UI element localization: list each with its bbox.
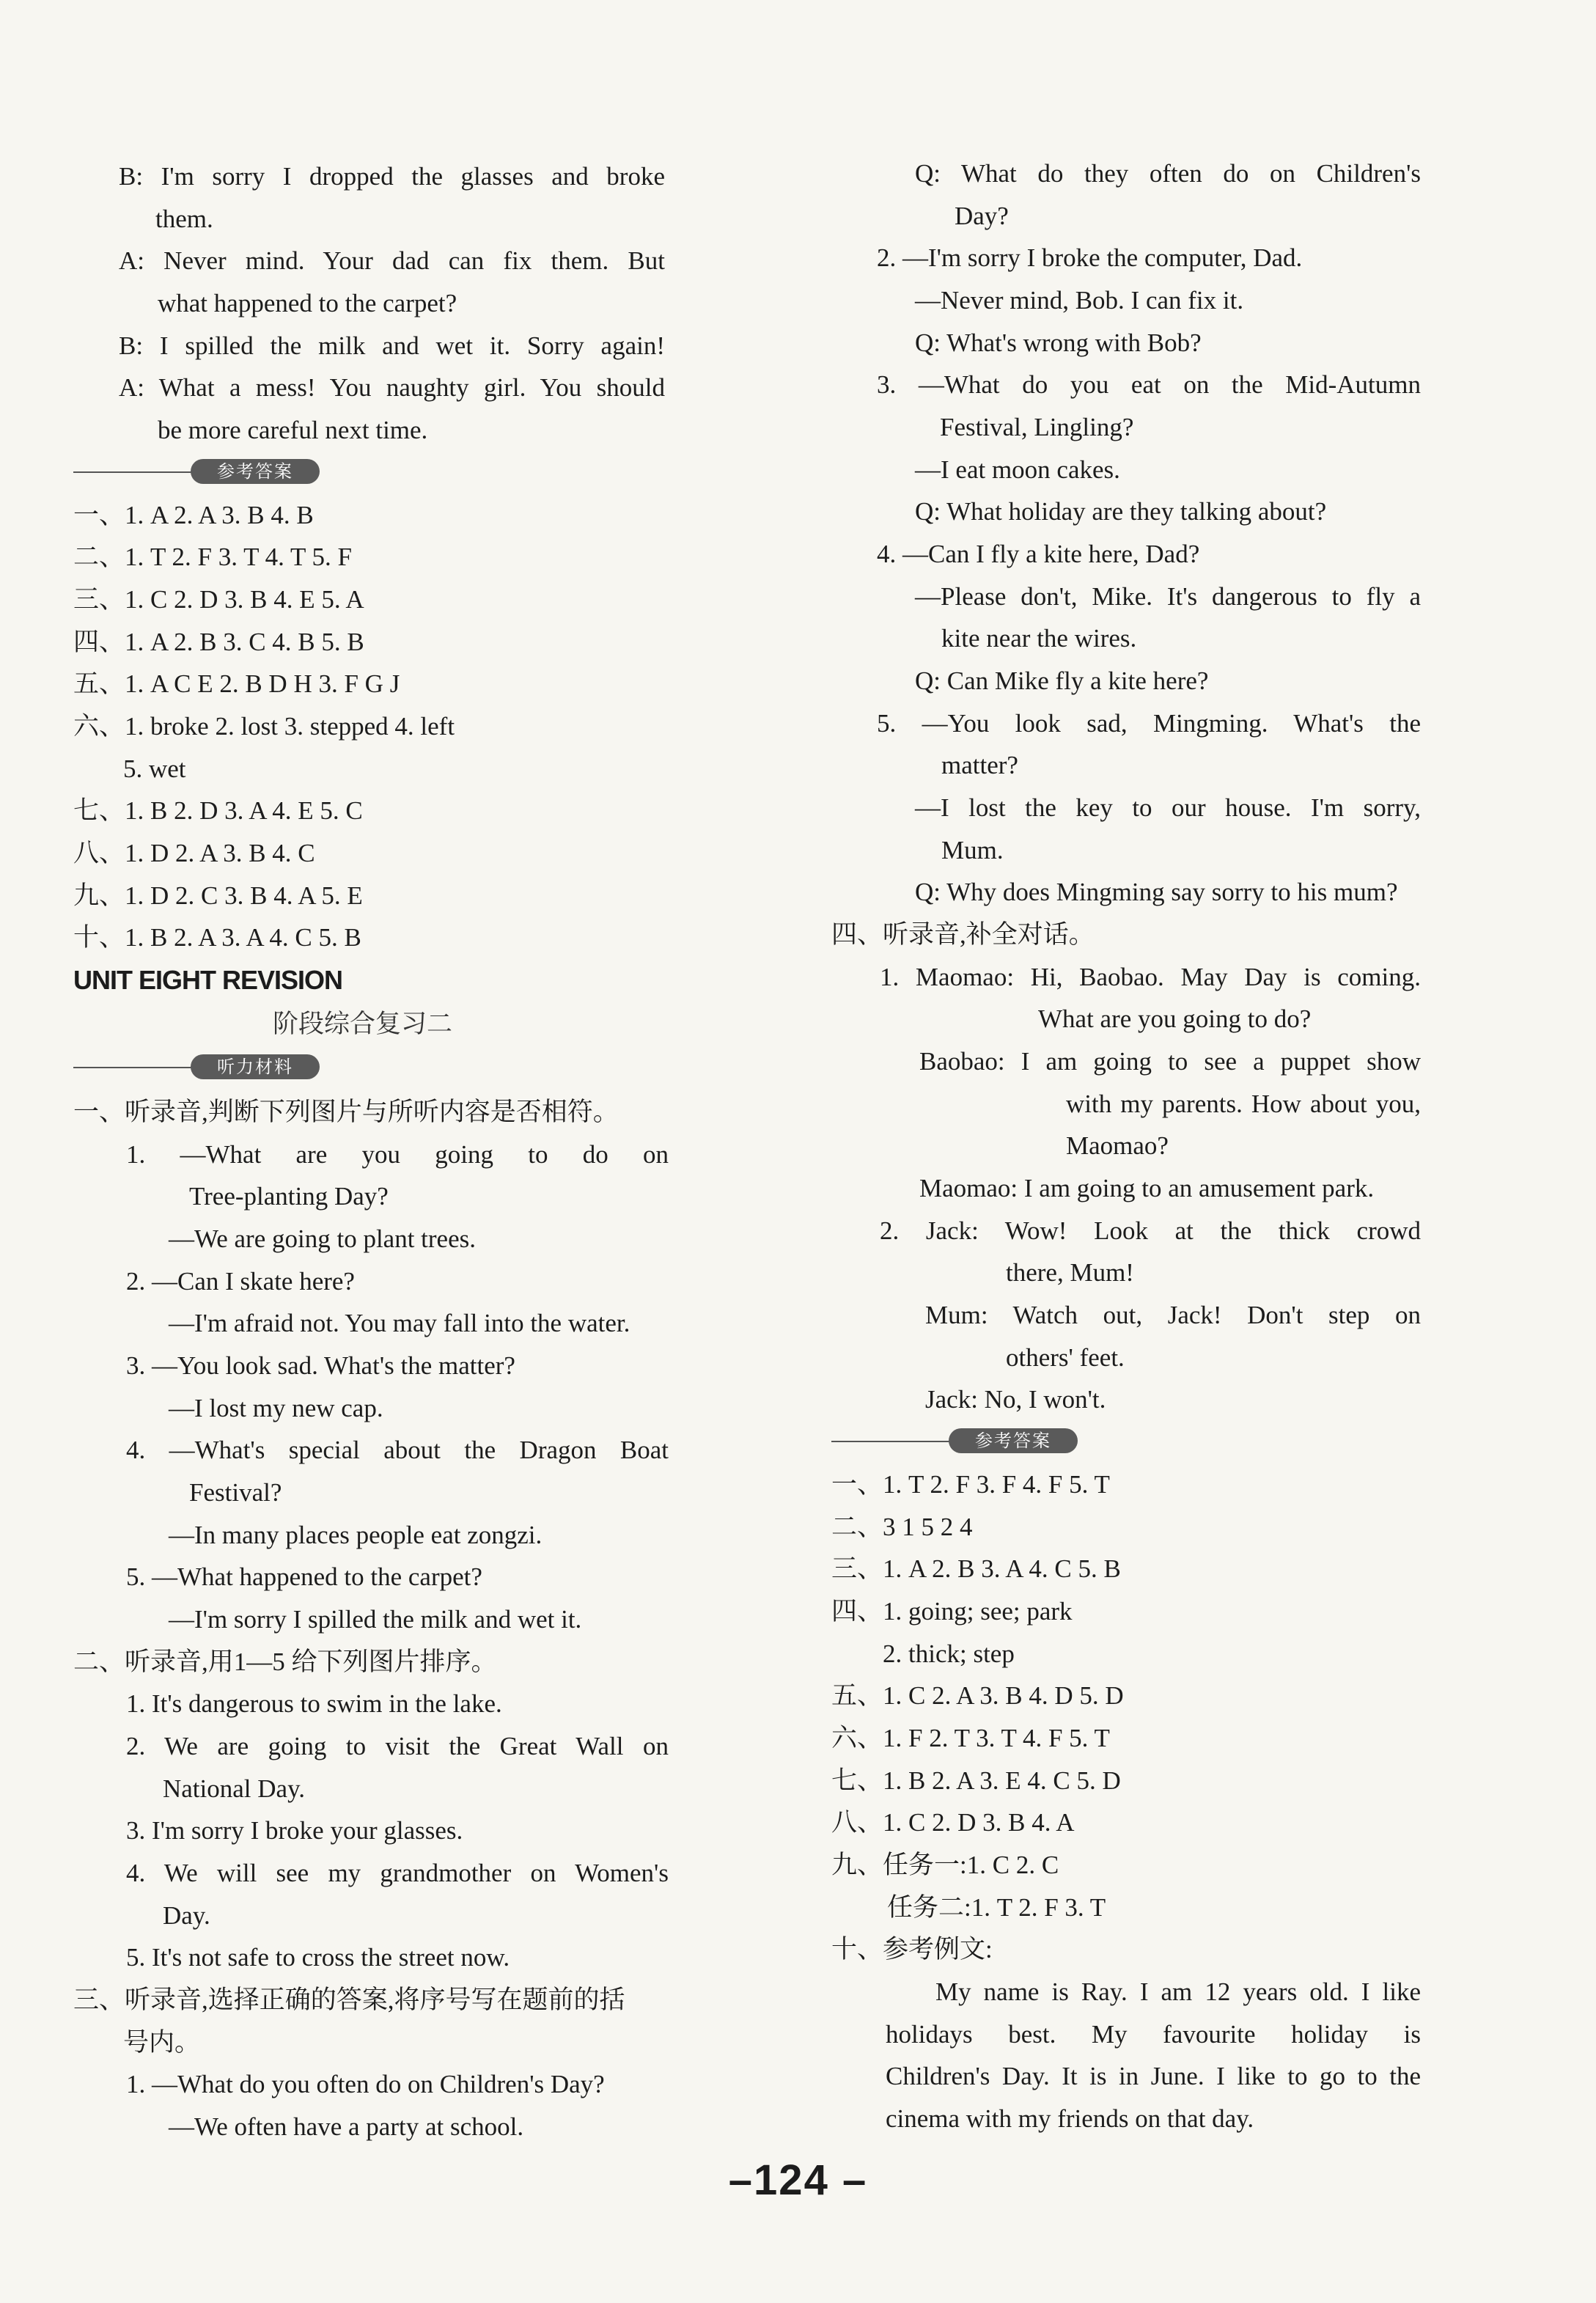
answer-line: 七、1. B 2. A 3. E 4. C 5. D bbox=[831, 1766, 1121, 1795]
listening-line: 三、听录音,选择正确的答案,将序号写在题前的括 bbox=[73, 1986, 625, 2014]
listening-line: 3. —You look sad. What's the matter? bbox=[126, 1351, 515, 1380]
answer-line: 三、1. C 2. D 3. B 4. E 5. A bbox=[73, 585, 364, 614]
dialog-line: B: I'm sorry I dropped the glasses and broke bbox=[119, 162, 665, 191]
listening-line: —We often have a party at school. bbox=[169, 2112, 524, 2141]
listening-line: Festival, Lingling? bbox=[940, 413, 1134, 441]
listening-badge-label: 听力材料 bbox=[191, 1054, 320, 1079]
answer-line: 七、1. B 2. D 3. A 4. E 5. C bbox=[73, 796, 363, 825]
answer-line: 六、1. broke 2. lost 3. stepped 4. left bbox=[73, 712, 455, 741]
answer-line: 一、1. A 2. A 3. B 4. B bbox=[73, 501, 314, 529]
answer-line: 五、1. C 2. A 3. B 4. D 5. D bbox=[831, 1681, 1124, 1710]
listening-line: Maomao? bbox=[1066, 1131, 1169, 1160]
answer-line: 十、参考例文: bbox=[831, 1935, 993, 1964]
listening-line: 1. It's dangerous to swim in the lake. bbox=[126, 1689, 502, 1718]
listening-line: —We are going to plant trees. bbox=[169, 1224, 476, 1253]
listening-line: 3. —What do you eat on the Mid-Autumn bbox=[877, 370, 1421, 399]
listening-line: 3. I'm sorry I broke your glasses. bbox=[126, 1816, 463, 1845]
answers-badge-label: 参考答案 bbox=[191, 459, 320, 484]
listening-line: 2. —Can I skate here? bbox=[126, 1267, 355, 1296]
answers-badge-label: 参考答案 bbox=[949, 1428, 1078, 1453]
listening-line: 2. —I'm sorry I broke the computer, Dad. bbox=[877, 243, 1303, 272]
listening-line: Festival? bbox=[189, 1478, 282, 1507]
listening-line: Day? bbox=[955, 202, 1009, 230]
stage-title: 阶段综合复习二 bbox=[273, 1010, 453, 1039]
answer-line: 十、1. B 2. A 3. A 4. C 5. B bbox=[73, 923, 361, 952]
answer-line: 5. wet bbox=[123, 754, 186, 783]
answer-line: 二、3 1 5 2 4 bbox=[831, 1513, 973, 1541]
answer-line: 2. thick; step bbox=[883, 1639, 1015, 1668]
listening-line: —Please don't, Mike. It's dangerous to fly a bbox=[915, 582, 1421, 611]
answers-badge bbox=[73, 459, 323, 485]
answers-badge bbox=[831, 1428, 1081, 1455]
answer-line: 任务二:1. T 2. F 3. T bbox=[887, 1893, 1106, 1922]
answer-line: 二、1. T 2. F 3. T 4. T 5. F bbox=[73, 543, 352, 571]
answer-line: 八、1. C 2. D 3. B 4. A bbox=[831, 1808, 1075, 1837]
listening-line: Tree-planting Day? bbox=[189, 1182, 389, 1211]
listening-line: Jack: No, I won't. bbox=[925, 1385, 1106, 1414]
listening-line: —In many places people eat zongzi. bbox=[169, 1521, 543, 1549]
answer-line: 一、1. T 2. F 3. F 4. F 5. T bbox=[831, 1470, 1110, 1499]
listening-line: Day. bbox=[163, 1901, 210, 1930]
listening-line: —I lost my new cap. bbox=[169, 1394, 383, 1422]
listening-line: —I'm afraid not. You may fall into the water. bbox=[169, 1309, 630, 1337]
dialog-line: B: I spilled the milk and wet it. Sorry again! bbox=[119, 331, 665, 360]
listening-line: Q: What's wrong with Bob? bbox=[915, 328, 1202, 357]
listening-line: 二、听录音,用1—5 给下列图片排序。 bbox=[73, 1648, 497, 1676]
answer-line: 五、1. A C E 2. B D H 3. F G J bbox=[73, 669, 400, 698]
listening-line: 一、听录音,判断下列图片与所听内容是否相符。 bbox=[73, 1098, 619, 1126]
listening-line: Mum. bbox=[941, 836, 1004, 864]
essay-line: cinema with my friends on that day. bbox=[886, 2104, 1254, 2133]
listening-line: with my parents. How about you, bbox=[1066, 1090, 1421, 1118]
dialog-line: what happened to the carpet? bbox=[158, 289, 457, 317]
essay-line: holidays best. My favourite holiday is bbox=[886, 2020, 1421, 2049]
page-number: –124 – bbox=[728, 2156, 868, 2204]
answer-line: 三、1. A 2. B 3. A 4. C 5. B bbox=[831, 1554, 1121, 1583]
listening-line: 号内。 bbox=[123, 2028, 201, 2057]
dialog-line: A: Never mind. Your dad can fix them. But bbox=[119, 246, 665, 275]
listening-line: 5. —What happened to the carpet? bbox=[126, 1562, 482, 1591]
essay-line: Children's Day. It is in June. I like to go to the bbox=[886, 2062, 1421, 2090]
listening-line: 5. It's not safe to cross the street now. bbox=[126, 1943, 510, 1972]
listening-line: 1. Maomao: Hi, Baobao. May Day is coming. bbox=[880, 963, 1421, 991]
listening-line: —Never mind, Bob. I can fix it. bbox=[915, 286, 1244, 315]
listening-line: Maomao: I am going to an amusement park. bbox=[919, 1174, 1375, 1202]
dialog-line: A: What a mess! You naughty girl. You should bbox=[119, 373, 665, 402]
dialog-line: be more careful next time. bbox=[158, 416, 428, 444]
listening-line: What are you going to do? bbox=[1038, 1004, 1312, 1033]
listening-line: —I eat moon cakes. bbox=[915, 455, 1120, 484]
listening-line: 四、听录音,补全对话。 bbox=[831, 920, 1095, 949]
listening-line: National Day. bbox=[163, 1774, 306, 1803]
answer-line: 六、1. F 2. T 3. T 4. F 5. T bbox=[831, 1724, 1110, 1752]
answer-line: 四、1. A 2. B 3. C 4. B 5. B bbox=[73, 628, 364, 656]
listening-line: 5. —You look sad, Mingming. What's the bbox=[877, 709, 1421, 738]
listening-line: Mum: Watch out, Jack! Don't step on bbox=[925, 1301, 1421, 1329]
listening-line: matter? bbox=[941, 751, 1018, 779]
listening-line: Q: Why does Mingming say sorry to his mum? bbox=[915, 878, 1398, 906]
listening-line: kite near the wires. bbox=[941, 624, 1137, 653]
listening-line: —I lost the key to our house. I'm sorry, bbox=[915, 793, 1421, 822]
listening-line: others' feet. bbox=[1006, 1343, 1125, 1372]
essay-line: My name is Ray. I am 12 years old. I like bbox=[935, 1977, 1421, 2006]
listening-line: —I'm sorry I spilled the milk and wet it. bbox=[169, 1605, 582, 1634]
listening-line: 1. —What do you often do on Children's Day? bbox=[126, 2070, 605, 2098]
dialog-line: them. bbox=[155, 205, 213, 233]
listening-line: Baobao: I am going to see a puppet show bbox=[919, 1047, 1421, 1076]
listening-line: 4. We will see my grandmother on Women's bbox=[126, 1859, 669, 1887]
answer-line: 九、1. D 2. C 3. B 4. A 5. E bbox=[73, 881, 363, 910]
unit-title: UNIT EIGHT REVISION bbox=[73, 965, 343, 995]
listening-line: Q: Can Mike fly a kite here? bbox=[915, 666, 1209, 695]
listening-line: Q: What do they often do on Children's bbox=[915, 159, 1421, 188]
listening-line: 1. —What are you going to do on bbox=[126, 1140, 669, 1169]
listening-line: 2. Jack: Wow! Look at the thick crowd bbox=[880, 1216, 1421, 1245]
listening-line: Q: What holiday are they talking about? bbox=[915, 497, 1327, 526]
answer-line: 九、任务一:1. C 2. C bbox=[831, 1851, 1059, 1879]
answer-line: 四、1. going; see; park bbox=[831, 1597, 1073, 1626]
listening-line: there, Mum! bbox=[1006, 1258, 1134, 1287]
answer-line: 八、1. D 2. A 3. B 4. C bbox=[73, 839, 315, 867]
listening-line: 4. —What's special about the Dragon Boat bbox=[126, 1436, 669, 1464]
listening-line: 4. —Can I fly a kite here, Dad? bbox=[877, 540, 1200, 568]
listening-line: 2. We are going to visit the Great Wall on bbox=[126, 1732, 669, 1760]
listening-badge bbox=[73, 1054, 323, 1081]
